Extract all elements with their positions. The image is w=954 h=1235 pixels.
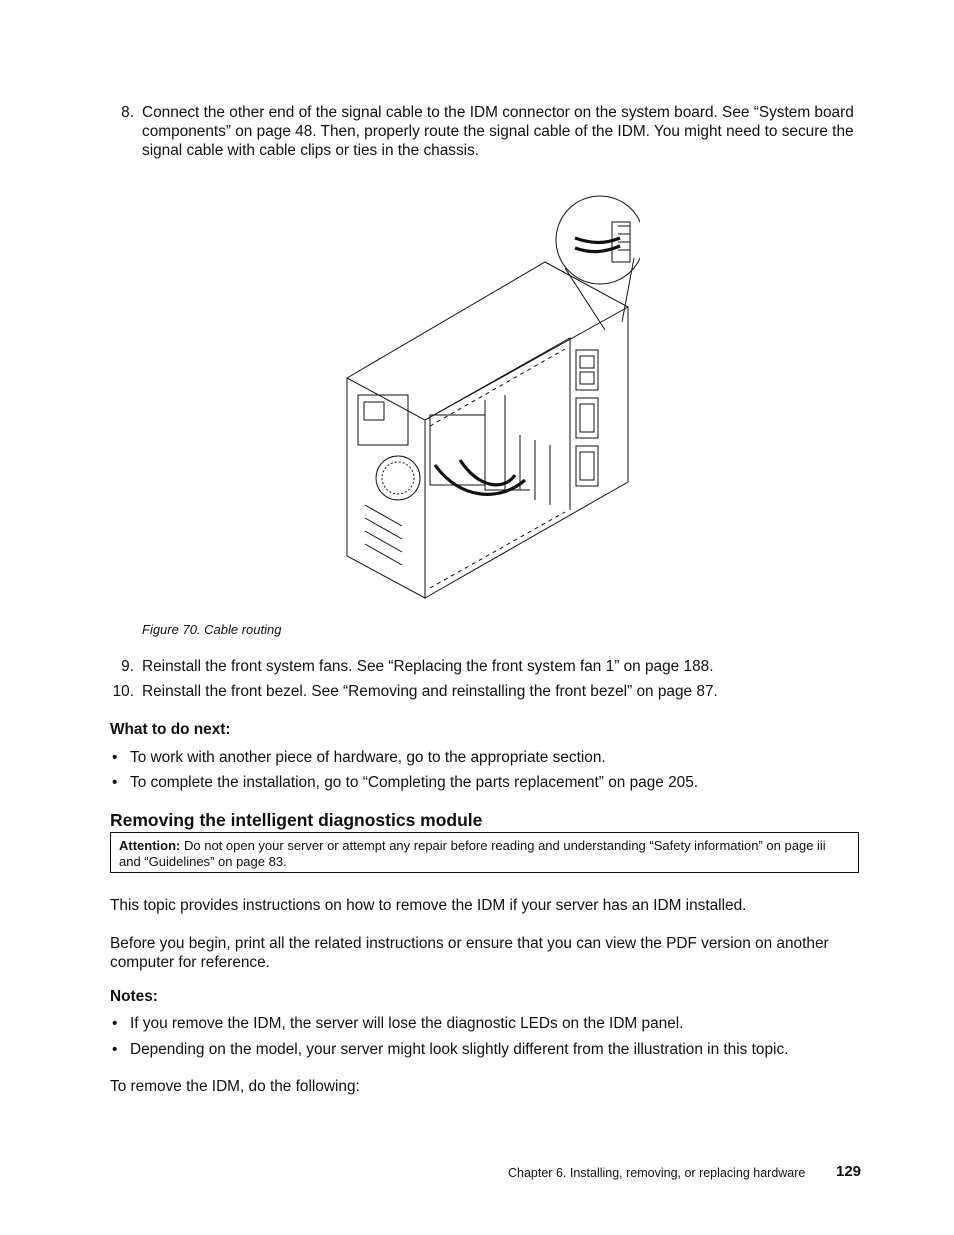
step-text: Reinstall the front system fans. See “Replacing the front system fan 1” on page 188. (142, 658, 714, 675)
figure-caption: Figure 70. Cable routing (142, 622, 282, 637)
step-text: Reinstall the front bezel. See “Removing and reinstalling the front bezel” on page 87. (142, 683, 718, 700)
attention-label: Attention: (119, 838, 181, 853)
footer-chapter: Chapter 6. Installing, removing, or replacing hardware (508, 1166, 806, 1180)
bullet-icon: • (112, 774, 118, 791)
list-item (110, 1040, 855, 1059)
list-item-text: If you remove the IDM, the server will lose the diagnostic LEDs on the IDM panel. (130, 1015, 684, 1032)
chassis-rear-panel (347, 378, 425, 598)
list-item (110, 773, 855, 792)
step-number: 10. (112, 683, 134, 700)
bullet-icon: • (112, 1015, 118, 1032)
list-item-text: To complete the installation, go to “Completing the parts replacement” on page 205. (130, 774, 699, 791)
before-paragraph: Before you begin, print all the related instructions or ensure that you can view the PDF version on another computer for reference. (110, 935, 829, 971)
step-8 (110, 103, 855, 160)
list-item (110, 748, 855, 767)
detail-callout-circle (556, 196, 640, 284)
step-number: 9. (121, 658, 134, 675)
next-steps-label: What to do next: (110, 721, 231, 738)
list-item-text: To work with another piece of hardware, go to the appropriate section. (130, 749, 606, 766)
step-text: Connect the other end of the signal cable to the IDM connector on the system board. See “System board components” on page 48. Then, properly route the signal cable of the IDM. You might need to secure the signal cable with cable clips or ties in the chassis. (142, 104, 854, 159)
chassis-bottom-edge (425, 482, 628, 598)
bullet-icon: • (112, 1041, 118, 1058)
step-9 (110, 657, 855, 676)
closing-paragraph: To remove the IDM, do the following: (110, 1078, 360, 1095)
notes-label: Notes: (110, 988, 158, 1005)
cable-routing-figure (330, 190, 640, 605)
step-number: 8. (121, 104, 134, 121)
attention-text: Do not open your server or attempt any repair before reading and understanding “Safety information” on page iii and “Guidelines” on page 83. (119, 838, 826, 869)
list-item-text: Depending on the model, your server might look slightly different from the illustration in this topic. (130, 1041, 789, 1058)
intro-paragraph: This topic provides instructions on how to remove the IDM if your server has an IDM installed. (110, 897, 747, 914)
bullet-icon: • (112, 749, 118, 766)
section-heading: Removing the intelligent diagnostics module (110, 810, 483, 830)
page-number: 129 (836, 1163, 862, 1180)
signal-cable (435, 238, 620, 494)
list-item (110, 1014, 855, 1033)
attention-box (110, 832, 859, 873)
step-10 (110, 682, 855, 701)
